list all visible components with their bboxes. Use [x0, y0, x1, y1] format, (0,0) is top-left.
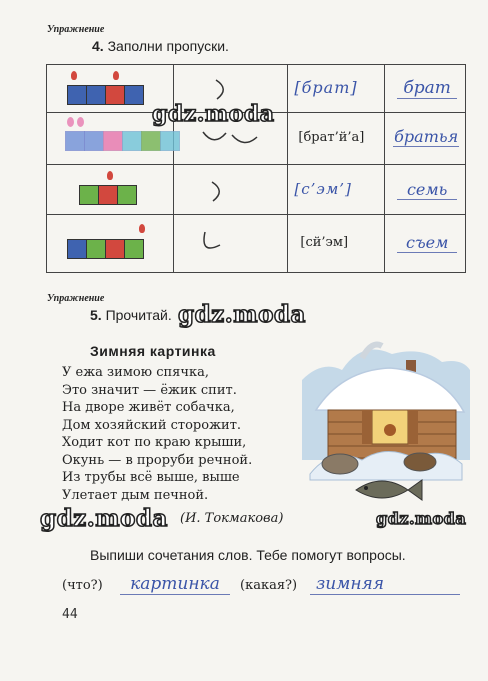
question-label: (что?)	[62, 578, 103, 593]
sound-scheme	[67, 239, 143, 259]
transcription-cell	[288, 65, 385, 113]
watermark: gdz.moda	[178, 301, 306, 328]
poem-line: Ходит кот по краю крыши,	[62, 435, 247, 450]
poem-author: (И. Токмакова)	[180, 511, 284, 526]
exercise-number: 4.	[92, 38, 104, 54]
sound-scheme	[79, 185, 136, 205]
winter-house-illustration	[302, 340, 470, 518]
stress-mark-icon	[107, 171, 113, 180]
poem-line: Дом хозяйский сторожит.	[62, 417, 242, 433]
stress-mark-icon	[113, 71, 119, 80]
word-cell	[385, 113, 466, 165]
transcription-cell	[288, 215, 385, 273]
poem-line: Из трубы всё выше, выше	[62, 470, 240, 485]
exercise-4-title	[92, 38, 229, 54]
instruction-text: Выпиши сочетания слов. Тебе помогут вопросы.	[90, 547, 406, 563]
transcription-cell	[288, 113, 385, 165]
answer-field: зимняя	[310, 574, 460, 595]
exercise-task: Прочитай.	[105, 307, 172, 323]
scheme-cell	[47, 165, 174, 215]
poem-line: У ежа зимою спячка,	[62, 365, 209, 380]
stress-mark-icon	[67, 117, 74, 127]
syllable-arc-icon	[208, 179, 232, 203]
syllable-arc-icon	[212, 77, 236, 101]
exercise-label: Упражнение	[47, 24, 105, 35]
handwritten-word: съем	[397, 233, 457, 253]
poem-title: Зимняя картинка	[90, 343, 216, 359]
exercise-task: Заполни пропуски.	[107, 38, 229, 54]
handwritten-word: семь	[397, 180, 457, 200]
scheme-cell	[47, 215, 174, 273]
sound-scheme	[67, 85, 143, 105]
handwritten-word: братья	[394, 127, 459, 146]
poem-line: Улетает дым печной.	[62, 487, 209, 503]
watermark: gdz.moda	[376, 509, 467, 528]
sound-scheme-table	[46, 64, 466, 273]
exercise-number: 5.	[90, 307, 102, 323]
stress-mark-icon	[139, 224, 145, 233]
watermark: gdz.moda	[40, 505, 168, 532]
syllable-arc-cell	[173, 215, 288, 273]
transcription-text: [сй’эм]	[300, 235, 349, 250]
question-label: (какая?)	[240, 578, 298, 593]
syllable-arc-icon	[200, 229, 226, 261]
word-cell	[385, 165, 466, 215]
table-row	[47, 215, 466, 273]
transcription-text: [с’эм’]	[294, 180, 352, 198]
stress-mark-icon	[77, 117, 84, 127]
syllable-arc-icon	[200, 127, 260, 155]
poem-line: Окунь — в проруби речной.	[62, 452, 253, 468]
transcription-text: [брат’й’а]	[298, 130, 365, 145]
handwritten-word: брат	[397, 78, 457, 99]
table-row	[47, 165, 466, 215]
transcription-cell	[288, 165, 385, 215]
poem-line: На дворе живёт собачка,	[62, 400, 235, 415]
poem-line: Это значит — ёжик спит.	[62, 382, 237, 398]
word-cell	[385, 65, 466, 113]
exercise-label: Упражнение	[47, 293, 105, 304]
transcription-text: [брат]	[294, 78, 358, 97]
word-cell	[385, 215, 466, 273]
answer-field: картинка	[120, 574, 230, 595]
poem	[62, 364, 252, 504]
page-number: 44	[62, 607, 78, 622]
sound-scheme	[65, 131, 179, 151]
stress-mark-icon	[71, 71, 77, 80]
exercise-5-title	[90, 307, 172, 323]
watermark: gdz.moda	[152, 101, 275, 127]
syllable-arc-cell	[173, 165, 288, 215]
